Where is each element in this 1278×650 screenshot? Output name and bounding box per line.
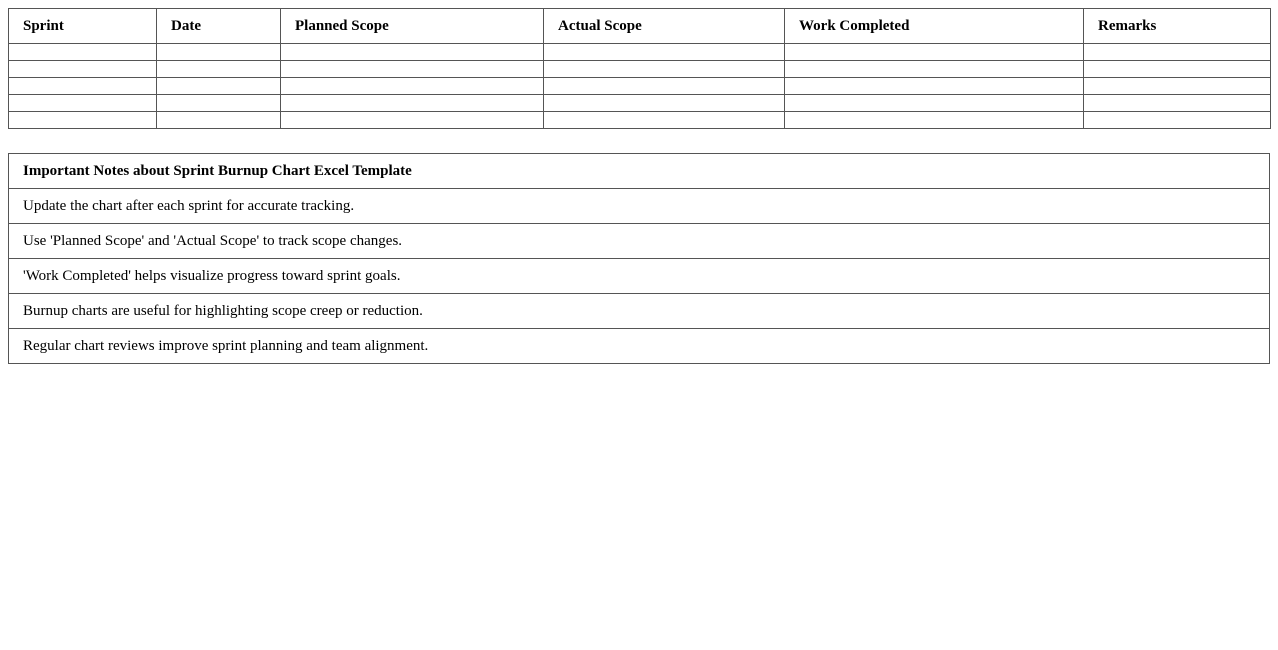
- table-cell[interactable]: [157, 44, 281, 61]
- table-cell[interactable]: [544, 95, 785, 112]
- column-header-date: Date: [157, 9, 281, 44]
- table-row: [9, 112, 1271, 129]
- table-cell[interactable]: [281, 61, 544, 78]
- column-header-planned-scope: Planned Scope: [281, 9, 544, 44]
- table-cell[interactable]: [281, 112, 544, 129]
- table-cell[interactable]: [157, 95, 281, 112]
- table-cell[interactable]: [1084, 95, 1271, 112]
- table-cell[interactable]: [785, 61, 1084, 78]
- table-cell[interactable]: [9, 112, 157, 129]
- table-cell[interactable]: [544, 61, 785, 78]
- table-cell[interactable]: [785, 95, 1084, 112]
- notes-header-row: [9, 154, 1270, 189]
- note-row: [9, 189, 1270, 224]
- table-cell[interactable]: [1084, 78, 1271, 95]
- column-header-remarks: Remarks: [1084, 9, 1271, 44]
- note-row: [9, 259, 1270, 294]
- notes-table: [8, 153, 1270, 364]
- table-cell[interactable]: [1084, 44, 1271, 61]
- table-cell[interactable]: [544, 44, 785, 61]
- table-cell[interactable]: [544, 112, 785, 129]
- table-row: [9, 95, 1271, 112]
- table-row: [9, 44, 1271, 61]
- table-cell[interactable]: [1084, 112, 1271, 129]
- table-cell[interactable]: [785, 44, 1084, 61]
- note-text: Update the chart after each sprint for accurate tracking.: [9, 189, 1270, 224]
- column-header-actual-scope: Actual Scope: [544, 9, 785, 44]
- table-row: [9, 78, 1271, 95]
- column-header-sprint: Sprint: [9, 9, 157, 44]
- column-header-work-completed: Work Completed: [785, 9, 1084, 44]
- table-header-row: [9, 9, 1271, 44]
- note-row: [9, 329, 1270, 364]
- table-cell[interactable]: [157, 78, 281, 95]
- table-row: [9, 61, 1271, 78]
- note-text: Burnup charts are useful for highlighting scope creep or reduction.: [9, 294, 1270, 329]
- sprint-table: [8, 8, 1271, 129]
- table-cell[interactable]: [157, 112, 281, 129]
- table-cell[interactable]: [9, 95, 157, 112]
- table-cell[interactable]: [1084, 61, 1271, 78]
- table-cell[interactable]: [544, 78, 785, 95]
- notes-title: Important Notes about Sprint Burnup Chart Excel Template: [9, 154, 1270, 189]
- table-cell[interactable]: [9, 78, 157, 95]
- note-text: Regular chart reviews improve sprint planning and team alignment.: [9, 329, 1270, 364]
- table-cell[interactable]: [281, 95, 544, 112]
- table-cell[interactable]: [281, 44, 544, 61]
- note-text: Use 'Planned Scope' and 'Actual Scope' to track scope changes.: [9, 224, 1270, 259]
- table-cell[interactable]: [9, 44, 157, 61]
- table-cell[interactable]: [9, 61, 157, 78]
- table-cell[interactable]: [785, 112, 1084, 129]
- note-row: [9, 224, 1270, 259]
- table-cell[interactable]: [281, 78, 544, 95]
- table-cell[interactable]: [157, 61, 281, 78]
- note-text: 'Work Completed' helps visualize progress toward sprint goals.: [9, 259, 1270, 294]
- table-cell[interactable]: [785, 78, 1084, 95]
- note-row: [9, 294, 1270, 329]
